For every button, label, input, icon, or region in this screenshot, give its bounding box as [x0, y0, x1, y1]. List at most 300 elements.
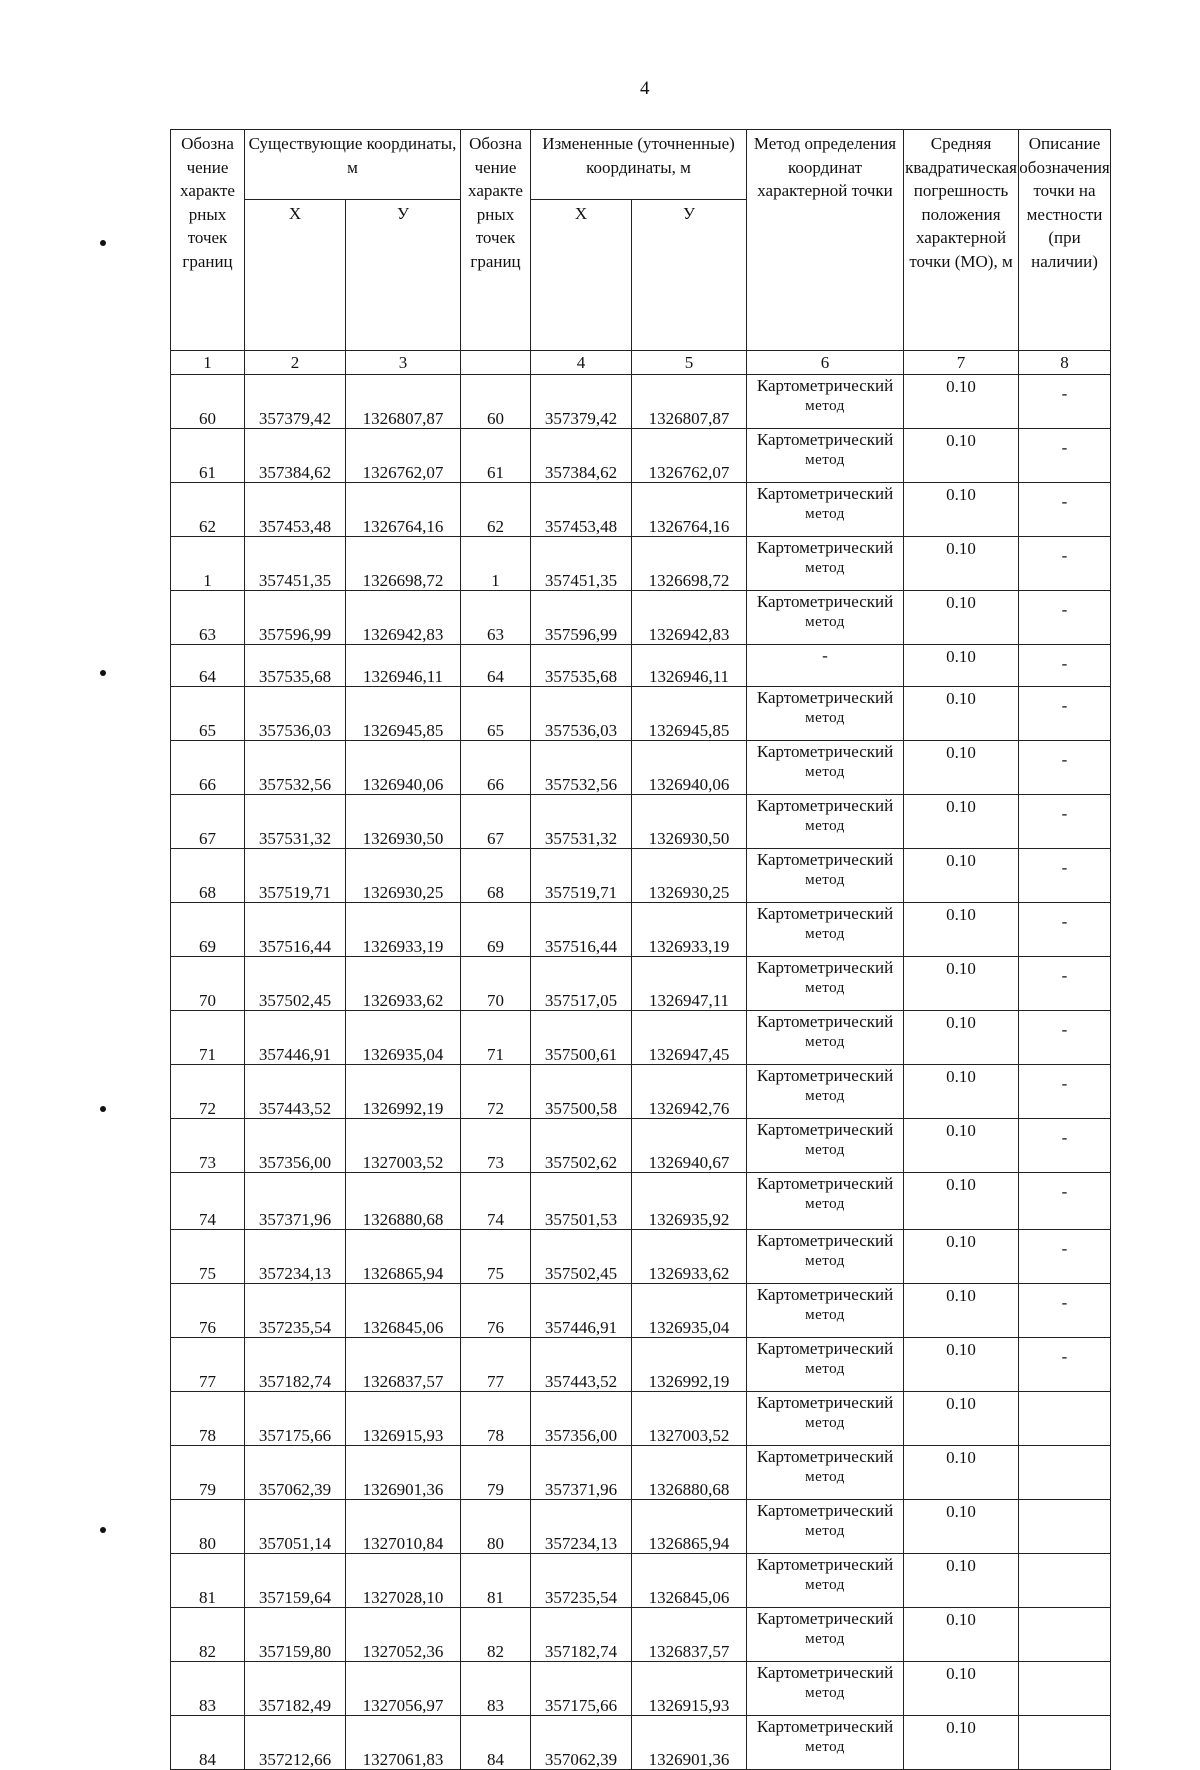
method-line-2: метод: [805, 872, 845, 888]
changed-y-cell: 1326764,16: [632, 483, 747, 537]
description-cell: -: [1019, 687, 1111, 741]
changed-y-cell: 1326942,83: [632, 591, 747, 645]
changed-x-cell: 357443,52: [531, 1338, 632, 1392]
existing-x-cell: 357062,39: [245, 1446, 346, 1500]
column-number-row: [171, 351, 1111, 375]
method-line-1: Картометрический: [756, 1174, 894, 1193]
error-cell: 0.10: [904, 1446, 1019, 1500]
point-id-cell: 75: [171, 1230, 245, 1284]
table-row: [171, 687, 1111, 741]
method-cell: [747, 1500, 904, 1554]
changed-x-cell: 357536,03: [531, 687, 632, 741]
existing-y-cell: 1326940,06: [346, 741, 461, 795]
point-id-changed-cell: 73: [461, 1119, 531, 1173]
existing-x-cell: 357235,54: [245, 1284, 346, 1338]
existing-x-cell: 357532,56: [245, 741, 346, 795]
point-id-changed-cell: 71: [461, 1011, 531, 1065]
point-id-cell: 68: [171, 849, 245, 903]
point-id-changed-cell: 1: [461, 537, 531, 591]
method-line-1: Картометрический: [756, 376, 894, 395]
table-row: [171, 795, 1111, 849]
point-id-changed-cell: 72: [461, 1065, 531, 1119]
method-cell: [747, 429, 904, 483]
existing-x-cell: 357451,35: [245, 537, 346, 591]
point-id-cell: 1: [171, 537, 245, 591]
point-id-cell: 73: [171, 1119, 245, 1173]
changed-y-cell: 1326947,45: [632, 1011, 747, 1065]
method-line-1: Картометрический: [756, 1447, 894, 1466]
method-cell: [747, 483, 904, 537]
table-row: [171, 1011, 1111, 1065]
error-cell: 0.10: [904, 1500, 1019, 1554]
point-id-changed-cell: 67: [461, 795, 531, 849]
method-line-1: Картометрический: [756, 1393, 894, 1412]
existing-y-cell: 1327061,83: [346, 1716, 461, 1770]
point-id-changed-cell: 66: [461, 741, 531, 795]
description-cell: -: [1019, 1338, 1111, 1392]
method-line-2: метод: [805, 1523, 845, 1539]
existing-y-cell: 1326901,36: [346, 1446, 461, 1500]
changed-y-cell: 1326698,72: [632, 537, 747, 591]
changed-y-cell: 1326945,85: [632, 687, 747, 741]
method-cell: [747, 1392, 904, 1446]
point-id-changed-cell: 68: [461, 849, 531, 903]
method-line-2: метод: [805, 614, 845, 630]
table-row: [171, 741, 1111, 795]
error-cell: 0.10: [904, 1554, 1019, 1608]
changed-x-cell: 357371,96: [531, 1446, 632, 1500]
table-row: [171, 957, 1111, 1011]
header-description: Описание обозначения точки на местности (при наличии): [1019, 130, 1111, 351]
error-cell: 0.10: [904, 1608, 1019, 1662]
point-id-cell: 83: [171, 1662, 245, 1716]
description-cell: -: [1019, 645, 1111, 687]
point-id-cell: 78: [171, 1392, 245, 1446]
method-line-2: метод: [805, 1034, 845, 1050]
changed-x-cell: 357519,71: [531, 849, 632, 903]
method-cell: [747, 1284, 904, 1338]
point-id-cell: 60: [171, 375, 245, 429]
header-existing-y: У: [346, 200, 461, 351]
method-line-2: метод: [805, 818, 845, 834]
changed-y-cell: 1326933,62: [632, 1230, 747, 1284]
existing-y-cell: 1326698,72: [346, 537, 461, 591]
method-cell: [747, 687, 904, 741]
column-number: 2: [245, 351, 346, 375]
point-id-cell: 62: [171, 483, 245, 537]
changed-x-cell: 357234,13: [531, 1500, 632, 1554]
existing-x-cell: 357502,45: [245, 957, 346, 1011]
description-cell: [1019, 1392, 1111, 1446]
description-cell: -: [1019, 1065, 1111, 1119]
method-line-2: метод: [805, 980, 845, 996]
method-cell: [747, 375, 904, 429]
changed-y-cell: 1326762,07: [632, 429, 747, 483]
margin-dot: [100, 670, 106, 676]
error-cell: 0.10: [904, 429, 1019, 483]
method-line-1: Картометрический: [756, 538, 894, 557]
table-row: [171, 903, 1111, 957]
changed-x-cell: 357379,42: [531, 375, 632, 429]
existing-y-cell: 1327028,10: [346, 1554, 461, 1608]
point-id-changed-cell: 84: [461, 1716, 531, 1770]
method-cell: [747, 1065, 904, 1119]
method-line-1: Картометрический: [756, 1012, 894, 1031]
point-id-cell: 82: [171, 1608, 245, 1662]
description-cell: [1019, 1716, 1111, 1770]
description-cell: [1019, 1500, 1111, 1554]
point-id-changed-cell: 69: [461, 903, 531, 957]
point-id-changed-cell: 81: [461, 1554, 531, 1608]
existing-y-cell: 1326946,11: [346, 645, 461, 687]
point-id-cell: 77: [171, 1338, 245, 1392]
table-row: [171, 429, 1111, 483]
method-line-2: метод: [805, 560, 845, 576]
point-id-cell: 70: [171, 957, 245, 1011]
table-row: [171, 375, 1111, 429]
changed-x-cell: 357502,62: [531, 1119, 632, 1173]
changed-y-cell: 1327003,52: [632, 1392, 747, 1446]
existing-x-cell: 357384,62: [245, 429, 346, 483]
description-cell: -: [1019, 903, 1111, 957]
existing-x-cell: 357446,91: [245, 1011, 346, 1065]
header-existing-coords: Существующие координаты, м: [245, 130, 461, 200]
existing-x-cell: 357159,64: [245, 1554, 346, 1608]
column-number: 3: [346, 351, 461, 375]
changed-y-cell: 1326935,92: [632, 1173, 747, 1230]
point-id-cell: 65: [171, 687, 245, 741]
method-cell: [747, 1338, 904, 1392]
point-id-cell: 71: [171, 1011, 245, 1065]
existing-x-cell: 357175,66: [245, 1392, 346, 1446]
table-row: [171, 1230, 1111, 1284]
changed-x-cell: 357446,91: [531, 1284, 632, 1338]
existing-y-cell: 1326992,19: [346, 1065, 461, 1119]
method-line-2: метод: [805, 1196, 845, 1212]
method-line-2: метод: [805, 1361, 845, 1377]
existing-x-cell: 357234,13: [245, 1230, 346, 1284]
error-cell: 0.10: [904, 1338, 1019, 1392]
table-row: [171, 1392, 1111, 1446]
description-cell: -: [1019, 1011, 1111, 1065]
header-point-label-2: Обозна чение характе рных точек границ: [461, 130, 531, 351]
method-line-2: метод: [805, 506, 845, 522]
changed-y-cell: 1326992,19: [632, 1338, 747, 1392]
method-cell: [747, 741, 904, 795]
method-line-1: Картометрический: [756, 1663, 894, 1682]
changed-y-cell: 1326940,67: [632, 1119, 747, 1173]
changed-x-cell: 357531,32: [531, 795, 632, 849]
existing-x-cell: 357212,66: [245, 1716, 346, 1770]
table-row: [171, 1608, 1111, 1662]
method-line-1: Картометрический: [756, 1555, 894, 1574]
method-cell: [747, 1230, 904, 1284]
method-line-1: Картометрический: [756, 484, 894, 503]
table-body: [171, 375, 1111, 1770]
existing-x-cell: 357371,96: [245, 1173, 346, 1230]
table-row: [171, 1173, 1111, 1230]
changed-x-cell: 357500,58: [531, 1065, 632, 1119]
description-cell: -: [1019, 1284, 1111, 1338]
existing-y-cell: 1326764,16: [346, 483, 461, 537]
method-cell: [747, 537, 904, 591]
table-row: [171, 1284, 1111, 1338]
existing-y-cell: 1326933,62: [346, 957, 461, 1011]
method-line-2: метод: [805, 1685, 845, 1701]
error-cell: 0.10: [904, 1011, 1019, 1065]
method-line-2: метод: [805, 452, 845, 468]
existing-x-cell: 357531,32: [245, 795, 346, 849]
method-line-2: метод: [805, 1739, 845, 1755]
existing-y-cell: 1326807,87: [346, 375, 461, 429]
description-cell: -: [1019, 375, 1111, 429]
table-row: [171, 1446, 1111, 1500]
existing-y-cell: 1326837,57: [346, 1338, 461, 1392]
changed-y-cell: 1326880,68: [632, 1446, 747, 1500]
changed-x-cell: 357517,05: [531, 957, 632, 1011]
point-id-cell: 61: [171, 429, 245, 483]
error-cell: 0.10: [904, 483, 1019, 537]
point-id-cell: 72: [171, 1065, 245, 1119]
changed-x-cell: 357451,35: [531, 537, 632, 591]
error-cell: 0.10: [904, 1284, 1019, 1338]
changed-y-cell: 1326837,57: [632, 1608, 747, 1662]
header-changed-x: X: [531, 200, 632, 351]
column-number: 6: [747, 351, 904, 375]
error-cell: 0.10: [904, 741, 1019, 795]
error-cell: 0.10: [904, 957, 1019, 1011]
changed-x-cell: 357516,44: [531, 903, 632, 957]
point-id-changed-cell: 75: [461, 1230, 531, 1284]
error-cell: 0.10: [904, 1065, 1019, 1119]
method-cell: [747, 591, 904, 645]
changed-y-cell: 1326901,36: [632, 1716, 747, 1770]
error-cell: 0.10: [904, 903, 1019, 957]
header-error: Средняя квадратическая погрешность положения характерной точки (МО), м: [904, 130, 1019, 351]
method-line-1: Картометрический: [756, 430, 894, 449]
description-cell: -: [1019, 957, 1111, 1011]
error-cell: 0.10: [904, 375, 1019, 429]
point-id-cell: 63: [171, 591, 245, 645]
coordinates-table: [170, 129, 1111, 1770]
point-id-changed-cell: 64: [461, 645, 531, 687]
point-id-changed-cell: 61: [461, 429, 531, 483]
point-id-cell: 66: [171, 741, 245, 795]
method-line-1: Картометрический: [756, 958, 894, 977]
changed-x-cell: 357175,66: [531, 1662, 632, 1716]
changed-x-cell: 357182,74: [531, 1608, 632, 1662]
error-cell: 0.10: [904, 1173, 1019, 1230]
description-cell: -: [1019, 429, 1111, 483]
table-row: [171, 1338, 1111, 1392]
changed-x-cell: 357502,45: [531, 1230, 632, 1284]
method-line-1: Картометрический: [756, 1339, 894, 1358]
method-line-2: метод: [805, 1577, 845, 1593]
method-line-2: метод: [805, 1253, 845, 1269]
existing-y-cell: 1326933,19: [346, 903, 461, 957]
point-id-changed-cell: 77: [461, 1338, 531, 1392]
method-line-1: Картометрический: [756, 742, 894, 761]
point-id-changed-cell: 76: [461, 1284, 531, 1338]
point-id-cell: 76: [171, 1284, 245, 1338]
existing-y-cell: 1326942,83: [346, 591, 461, 645]
point-id-changed-cell: 60: [461, 375, 531, 429]
error-cell: 0.10: [904, 1392, 1019, 1446]
method-cell: [747, 1173, 904, 1230]
description-cell: -: [1019, 483, 1111, 537]
existing-y-cell: 1326845,06: [346, 1284, 461, 1338]
table-row: [171, 537, 1111, 591]
changed-x-cell: 357453,48: [531, 483, 632, 537]
header-changed-coords: Измененные (уточненные) координаты, м: [531, 130, 747, 200]
changed-x-cell: 357356,00: [531, 1392, 632, 1446]
error-cell: 0.10: [904, 687, 1019, 741]
existing-y-cell: 1326935,04: [346, 1011, 461, 1065]
error-cell: 0.10: [904, 645, 1019, 687]
method-line-2: метод: [805, 926, 845, 942]
method-line-1: Картометрический: [756, 850, 894, 869]
existing-y-cell: 1327003,52: [346, 1119, 461, 1173]
existing-y-cell: 1327010,84: [346, 1500, 461, 1554]
method-line-2: метод: [805, 1469, 845, 1485]
point-id-cell: 81: [171, 1554, 245, 1608]
changed-y-cell: 1326865,94: [632, 1500, 747, 1554]
header-existing-x: X: [245, 200, 346, 351]
point-id-changed-cell: 78: [461, 1392, 531, 1446]
existing-x-cell: 357535,68: [245, 645, 346, 687]
changed-y-cell: 1326915,93: [632, 1662, 747, 1716]
changed-y-cell: 1326946,11: [632, 645, 747, 687]
existing-y-cell: 1327052,36: [346, 1608, 461, 1662]
error-cell: 0.10: [904, 849, 1019, 903]
existing-x-cell: 357159,80: [245, 1608, 346, 1662]
description-cell: -: [1019, 591, 1111, 645]
existing-x-cell: 357182,74: [245, 1338, 346, 1392]
method-line-2: метод: [805, 1142, 845, 1158]
column-number: [461, 351, 531, 375]
existing-x-cell: 357182,49: [245, 1662, 346, 1716]
method-cell: [747, 795, 904, 849]
existing-x-cell: 357379,42: [245, 375, 346, 429]
method-line-2: метод: [805, 1415, 845, 1431]
column-number: 1: [171, 351, 245, 375]
existing-x-cell: 357051,14: [245, 1500, 346, 1554]
method-line-1: Картометрический: [756, 688, 894, 707]
table-row: [171, 1716, 1111, 1770]
existing-y-cell: 1326865,94: [346, 1230, 461, 1284]
changed-y-cell: 1326845,06: [632, 1554, 747, 1608]
method-line-1: Картометрический: [756, 1285, 894, 1304]
description-cell: [1019, 1662, 1111, 1716]
error-cell: 0.10: [904, 795, 1019, 849]
existing-y-cell: 1326880,68: [346, 1173, 461, 1230]
method-line-1: Картометрический: [756, 796, 894, 815]
method-cell: [747, 645, 904, 687]
method-cell: [747, 1662, 904, 1716]
changed-x-cell: 357235,54: [531, 1554, 632, 1608]
changed-x-cell: 357596,99: [531, 591, 632, 645]
header-method: Метод определения координат характерной точки: [747, 130, 904, 351]
changed-x-cell: 357384,62: [531, 429, 632, 483]
point-id-changed-cell: 80: [461, 1500, 531, 1554]
existing-y-cell: 1327056,97: [346, 1662, 461, 1716]
method-cell: [747, 1446, 904, 1500]
method-line-2: метод: [805, 764, 845, 780]
changed-y-cell: 1326935,04: [632, 1284, 747, 1338]
existing-x-cell: 357453,48: [245, 483, 346, 537]
table-row: [171, 483, 1111, 537]
existing-x-cell: 357536,03: [245, 687, 346, 741]
changed-x-cell: 357062,39: [531, 1716, 632, 1770]
existing-y-cell: 1326915,93: [346, 1392, 461, 1446]
header-point-label: Обозна чение характе рных точек границ: [171, 130, 245, 351]
changed-y-cell: 1326930,25: [632, 849, 747, 903]
table-row: [171, 591, 1111, 645]
existing-x-cell: 357356,00: [245, 1119, 346, 1173]
changed-y-cell: 1326933,19: [632, 903, 747, 957]
description-cell: -: [1019, 741, 1111, 795]
header-changed-y: У: [632, 200, 747, 351]
error-cell: 0.10: [904, 537, 1019, 591]
point-id-changed-cell: 83: [461, 1662, 531, 1716]
changed-x-cell: 357532,56: [531, 741, 632, 795]
description-cell: -: [1019, 537, 1111, 591]
existing-x-cell: 357596,99: [245, 591, 346, 645]
method-line-1: Картометрический: [756, 1066, 894, 1085]
error-cell: 0.10: [904, 1230, 1019, 1284]
description-cell: -: [1019, 1230, 1111, 1284]
table-row: [171, 645, 1111, 687]
changed-y-cell: 1326940,06: [632, 741, 747, 795]
existing-y-cell: 1326945,85: [346, 687, 461, 741]
existing-x-cell: 357519,71: [245, 849, 346, 903]
description-cell: [1019, 1446, 1111, 1500]
error-cell: 0.10: [904, 1662, 1019, 1716]
column-number: 4: [531, 351, 632, 375]
description-cell: -: [1019, 1119, 1111, 1173]
method-line-1: Картометрический: [756, 1717, 894, 1736]
margin-dot: [100, 1527, 106, 1533]
method-line-1: Картометрический: [756, 592, 894, 611]
error-cell: 0.10: [904, 1119, 1019, 1173]
point-id-cell: 67: [171, 795, 245, 849]
description-cell: -: [1019, 849, 1111, 903]
column-number: 5: [632, 351, 747, 375]
changed-y-cell: 1326807,87: [632, 375, 747, 429]
method-cell: [747, 1554, 904, 1608]
method-line-2: метод: [805, 398, 845, 414]
method-cell: [747, 1011, 904, 1065]
column-number: 7: [904, 351, 1019, 375]
point-id-changed-cell: 79: [461, 1446, 531, 1500]
changed-y-cell: 1326930,50: [632, 795, 747, 849]
column-number: 8: [1019, 351, 1111, 375]
error-cell: 0.10: [904, 1716, 1019, 1770]
method-cell: [747, 957, 904, 1011]
method-line-1: Картометрический: [756, 1120, 894, 1139]
table-row: [171, 1500, 1111, 1554]
method-line-2: метод: [805, 1088, 845, 1104]
point-id-changed-cell: 62: [461, 483, 531, 537]
method-cell: [747, 1608, 904, 1662]
error-cell: 0.10: [904, 591, 1019, 645]
page-number: 4: [640, 78, 650, 99]
method-line-1: Картометрический: [756, 1231, 894, 1250]
method-cell: [747, 849, 904, 903]
existing-x-cell: 357443,52: [245, 1065, 346, 1119]
point-id-changed-cell: 65: [461, 687, 531, 741]
changed-x-cell: 357500,61: [531, 1011, 632, 1065]
